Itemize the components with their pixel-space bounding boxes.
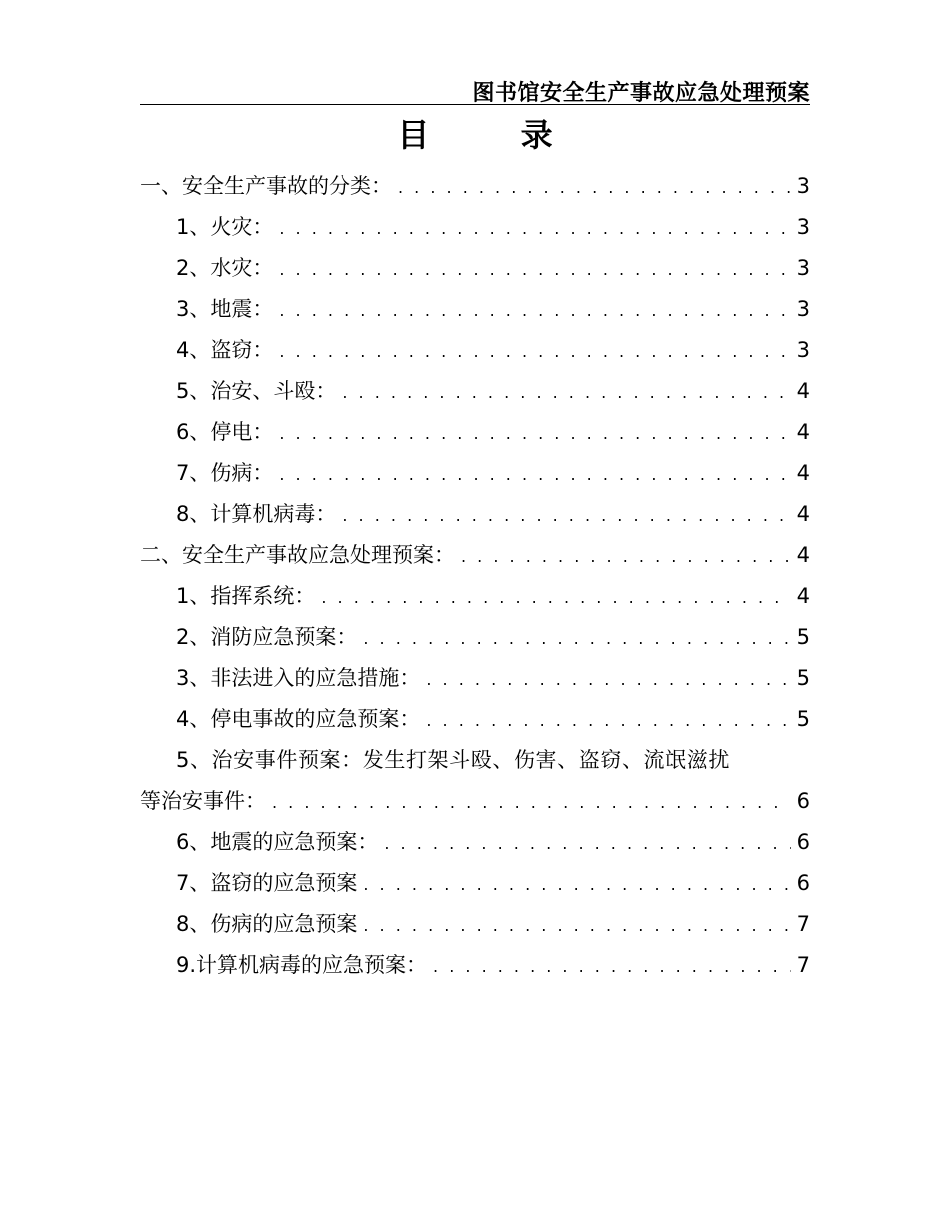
toc-entry-1-3[interactable] (140, 289, 810, 330)
toc-entry-label: 8、伤病的应急预案 (176, 912, 358, 936)
toc-entry-label: 2、消防应急预案： (176, 625, 358, 649)
toc-entry-1-7[interactable] (140, 453, 810, 494)
toc-entry-page: 6 (796, 789, 810, 813)
dot-leader (279, 249, 790, 290)
toc-entry-label: 4、盗窃： (176, 338, 274, 362)
toc-entry-1-2[interactable] (140, 248, 810, 289)
toc-entry-page: 5 (796, 707, 810, 731)
dot-leader (342, 495, 790, 536)
dot-leader (279, 208, 790, 249)
toc-entry-page: 6 (796, 830, 810, 854)
toc-entry-2-8[interactable] (140, 904, 810, 945)
toc-entry-label: 二、安全生产事故应急处理预案： (140, 543, 455, 567)
toc-entry-2-3[interactable] (140, 658, 810, 699)
dot-leader (279, 290, 790, 331)
dot-leader (279, 413, 790, 454)
toc-entry-2-5[interactable] (140, 740, 810, 781)
dot-leader (461, 536, 791, 577)
toc-entry-label: 3、地震： (176, 297, 274, 321)
dot-leader (363, 618, 790, 659)
toc-entry-1-1[interactable] (140, 207, 810, 248)
header-title: 图书馆安全生产事故应急处理预案 (472, 81, 810, 106)
toc-entry-page: 4 (796, 502, 810, 526)
page-header (140, 74, 810, 105)
toc-entry-2[interactable] (140, 535, 810, 576)
dot-leader (279, 454, 790, 495)
toc-entry-label: 8、计算机病毒： (176, 502, 337, 526)
toc-entry-label: 7、伤病： (176, 461, 274, 485)
toc-entry-label: 一、安全生产事故的分类： (140, 174, 392, 198)
toc-entry-label-cont: 等治安事件： (140, 789, 266, 813)
toc-entry-label: 6、停电： (176, 420, 274, 444)
toc-entry-page: 3 (796, 174, 810, 198)
toc-entry-page: 3 (796, 256, 810, 280)
toc-entry-page: 6 (796, 871, 810, 895)
toc-entry-label: 5、治安事件预案：发生打架斗殴、伤害、盗窃、流氓滋扰 (176, 748, 730, 772)
toc-entry-page: 4 (796, 543, 810, 567)
toc-entry-label: 7、盗窃的应急预案 (176, 871, 358, 895)
toc-entry-page: 4 (796, 584, 810, 608)
toc-entry-2-9[interactable] (140, 945, 810, 986)
toc-entry-label: 5、治安、斗殴： (176, 379, 337, 403)
toc-heading: 目 录 (397, 116, 593, 154)
dot-leader (342, 372, 790, 413)
toc-entry-2-5-cont[interactable] (140, 781, 810, 822)
dot-leader (363, 864, 790, 905)
toc-entry-1-4[interactable] (140, 330, 810, 371)
toc-entry-page: 4 (796, 379, 810, 403)
toc-entry-2-1[interactable] (140, 576, 810, 617)
dot-leader (433, 946, 791, 987)
toc-entry-label: 1、火灾： (176, 215, 274, 239)
table-of-contents (140, 166, 810, 986)
dot-leader (398, 167, 791, 208)
toc-entry-1[interactable] (140, 166, 810, 207)
dot-leader (363, 905, 790, 946)
toc-entry-2-4[interactable] (140, 699, 810, 740)
toc-entry-label: 3、非法进入的应急措施： (176, 666, 421, 690)
dot-leader (384, 823, 790, 864)
toc-entry-label: 4、停电事故的应急预案： (176, 707, 421, 731)
dot-leader (321, 577, 790, 618)
toc-entry-page: 3 (796, 338, 810, 362)
toc-entry-2-7[interactable] (140, 863, 810, 904)
toc-entry-2-2[interactable] (140, 617, 810, 658)
dot-leader (279, 331, 790, 372)
toc-entry-page: 3 (796, 297, 810, 321)
dot-leader (426, 659, 790, 700)
toc-entry-page: 5 (796, 625, 810, 649)
dot-leader (426, 700, 790, 741)
toc-entry-page: 4 (796, 461, 810, 485)
toc-entry-page: 4 (796, 420, 810, 444)
toc-entry-page: 3 (796, 215, 810, 239)
toc-entry-page: 7 (796, 912, 810, 936)
toc-entry-label: 6、地震的应急预案： (176, 830, 379, 854)
toc-entry-label: 2、水灾： (176, 256, 274, 280)
toc-entry-page: 7 (796, 953, 810, 977)
toc-entry-2-6[interactable] (140, 822, 810, 863)
toc-entry-label: 9.计算机病毒的应急预案： (176, 953, 428, 977)
toc-entry-1-5[interactable] (140, 371, 810, 412)
toc-entry-1-6[interactable] (140, 412, 810, 453)
dot-leader (272, 782, 791, 823)
toc-entry-1-8[interactable] (140, 494, 810, 535)
toc-entry-page: 5 (796, 666, 810, 690)
toc-entry-label: 1、指挥系统： (176, 584, 316, 608)
